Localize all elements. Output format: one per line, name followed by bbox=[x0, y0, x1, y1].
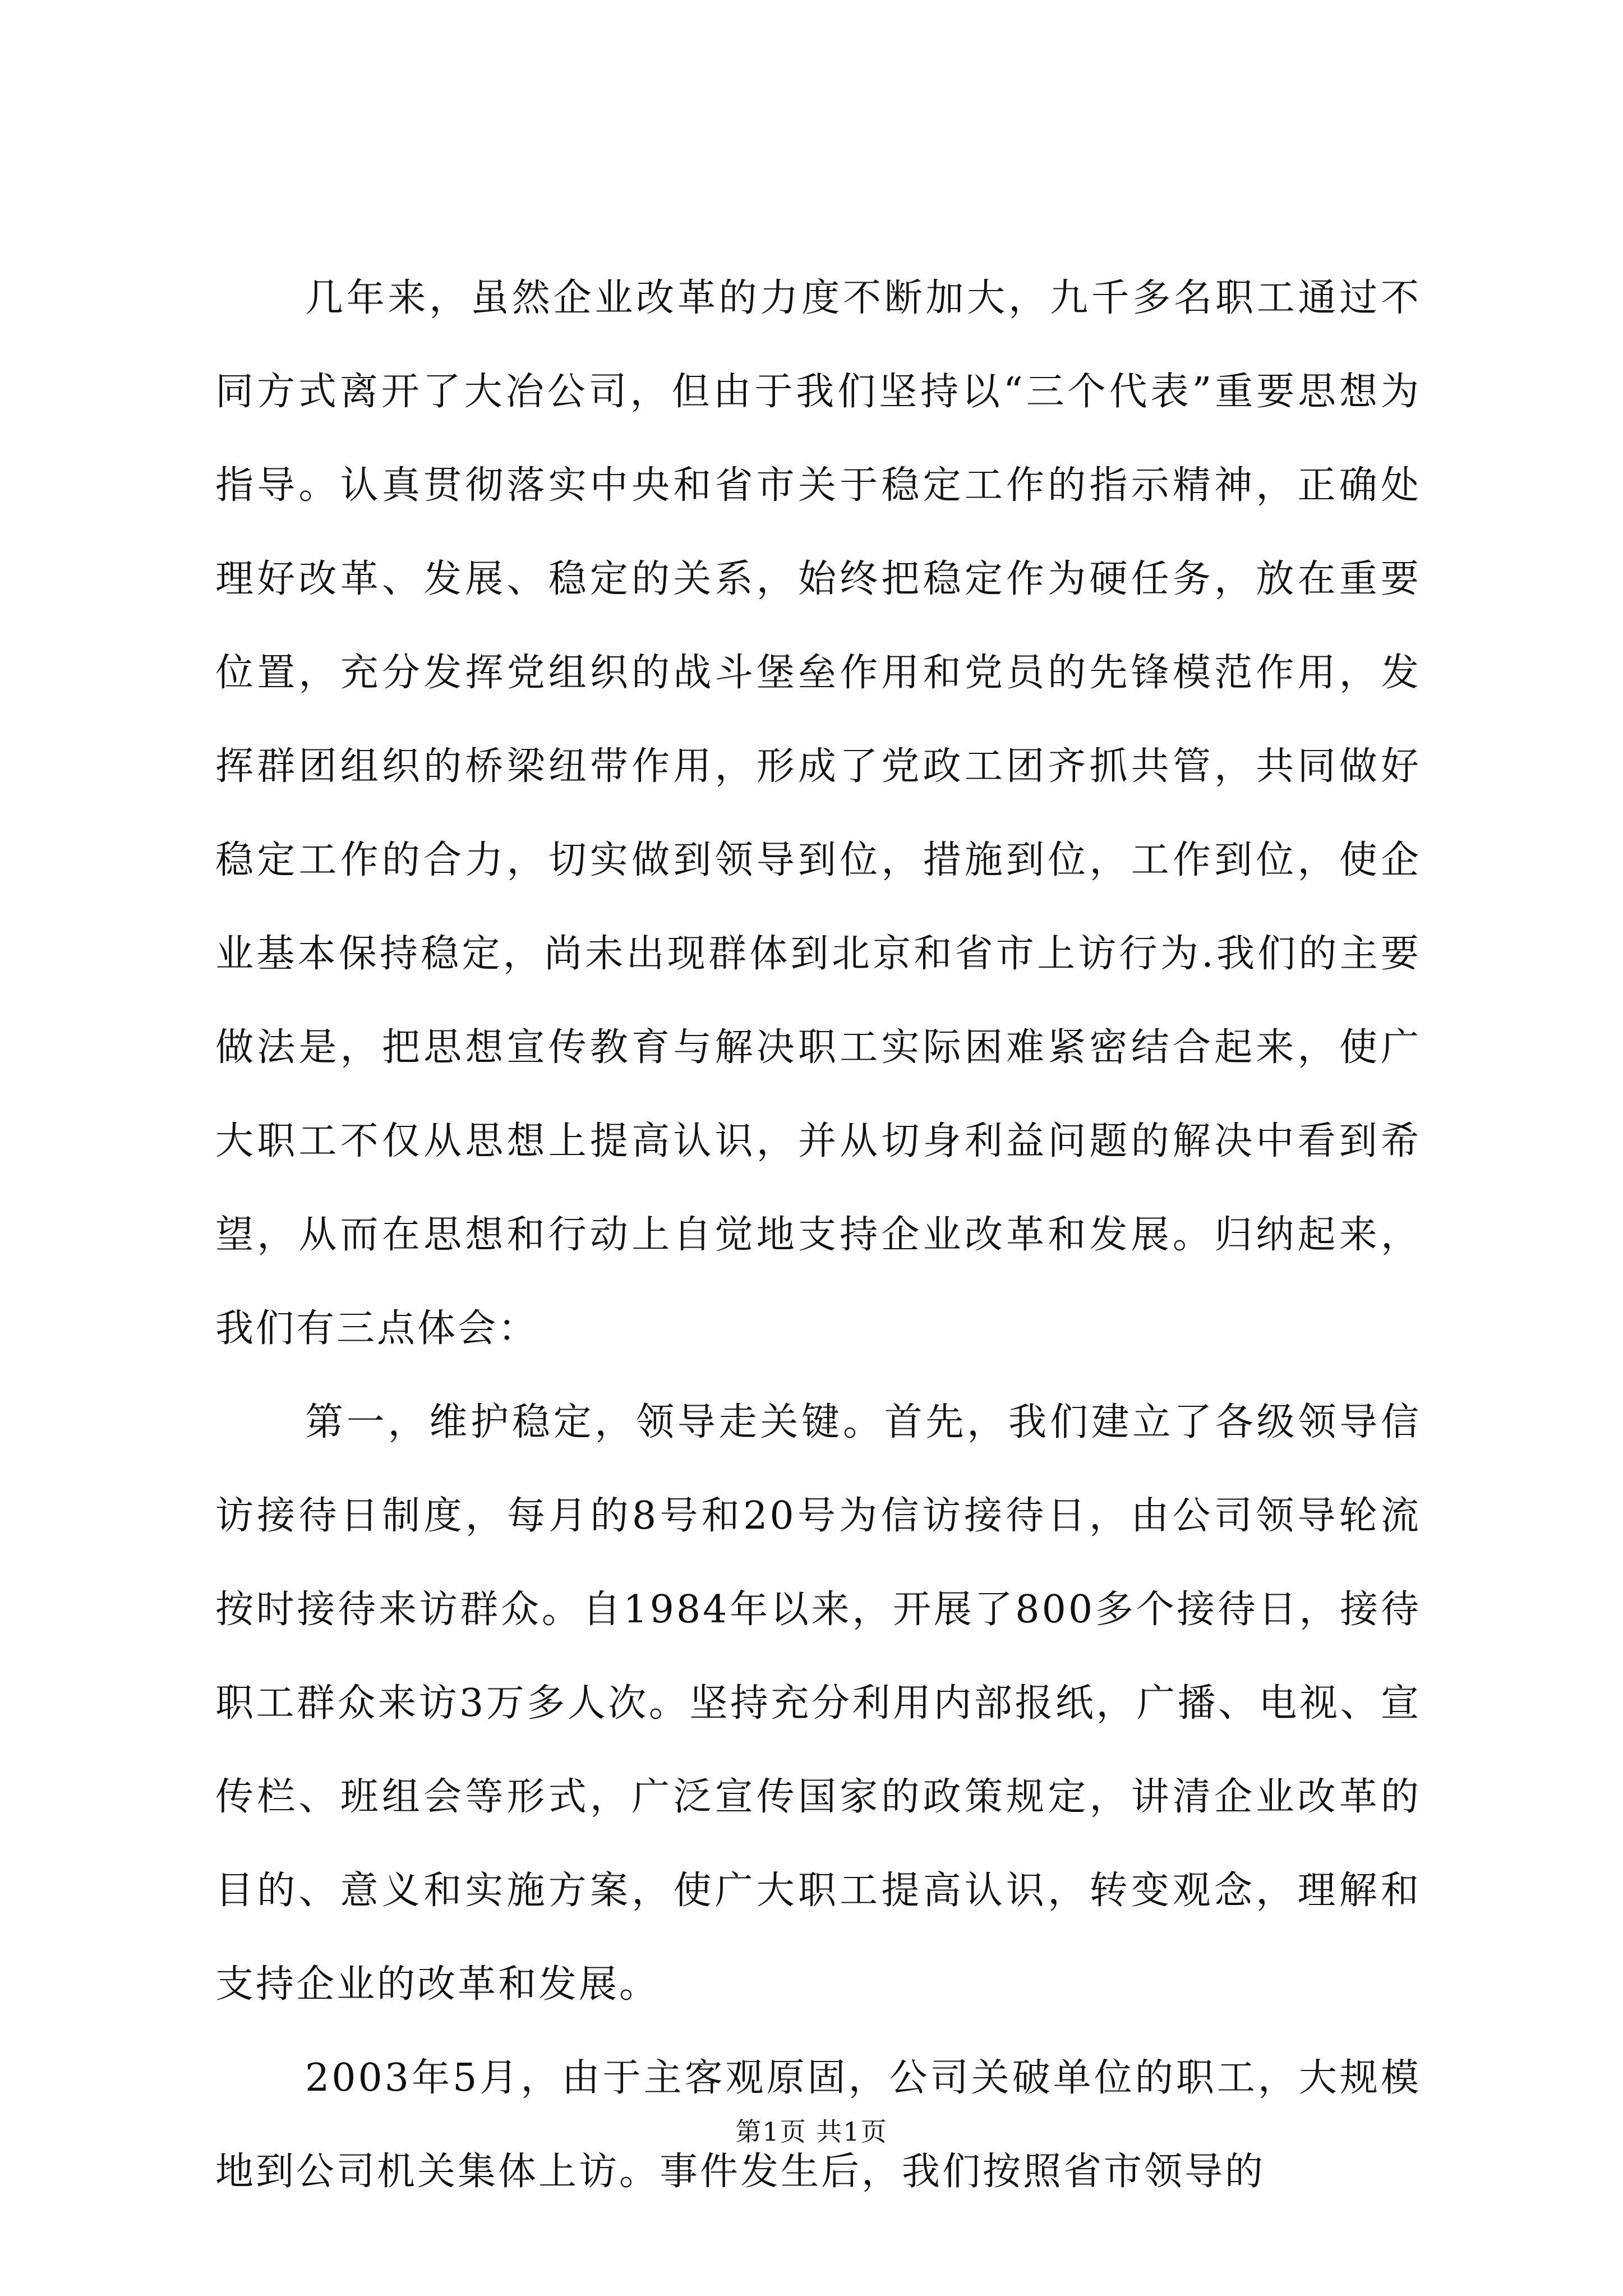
paragraph-3: 2003年5月，由于主客观原固，公司关破单位的职工，大规模地到公司机关集体上访。事件发生后，我们按照省市领导的 bbox=[215, 2056, 1421, 2194]
paragraph-2: 第一，维护稳定，领导走关键。首先，我们建立了各级领导信访接待日制度，每月的8号和20号为信访接待日，由公司领导轮流按时接待来访群众。自1984年以来，开展了800多个接待日，接待职工群众来访3万多人次。坚持充分利用内部报纸，广播、电视、宣传栏、班组会等形式，广泛宣传国家的政策规定，讲清企业改革的目的、意义和实施方案，使广大职工提高认识，转变观念，理解和支持企业的改革和发展。 bbox=[215, 1400, 1421, 2007]
paragraph-1: 几年来，虽然企业改革的力度不断加大，九千多名职工通过不同方式离开了大冶公司，但由于我们坚持以“三个代表”重要思想为指导。认真贯彻落实中央和省市关于稳定工作的指示精神，正确处理好改革、发展、稳定的关系，始终把稳定作为硬任务，放在重要位置，充分发挥党组织的战斗堡垒作用和党员的先锋模范作用，发挥群团组织的桥梁纽带作用，形成了党政工团齐抓共管，共同做好稳定工作的合力，切实做到领导到位，措施到位，工作到位，使企业基本保持稳定，尚未出现群体到北京和省市上访行为.我们的主要做法是，把思想宣传教育与解决职工实际困难紧密结合起来，使广大职工不仅从思想上提高认识，并从切身利益问题的解决中看到希望，从而在思想和行动上自觉地支持企业改革和发展。归纳起来，我们有三点体会： bbox=[215, 276, 1421, 1351]
page-footer: 第1页 共1页 bbox=[735, 2116, 888, 2147]
document-body bbox=[215, 251, 1421, 2219]
